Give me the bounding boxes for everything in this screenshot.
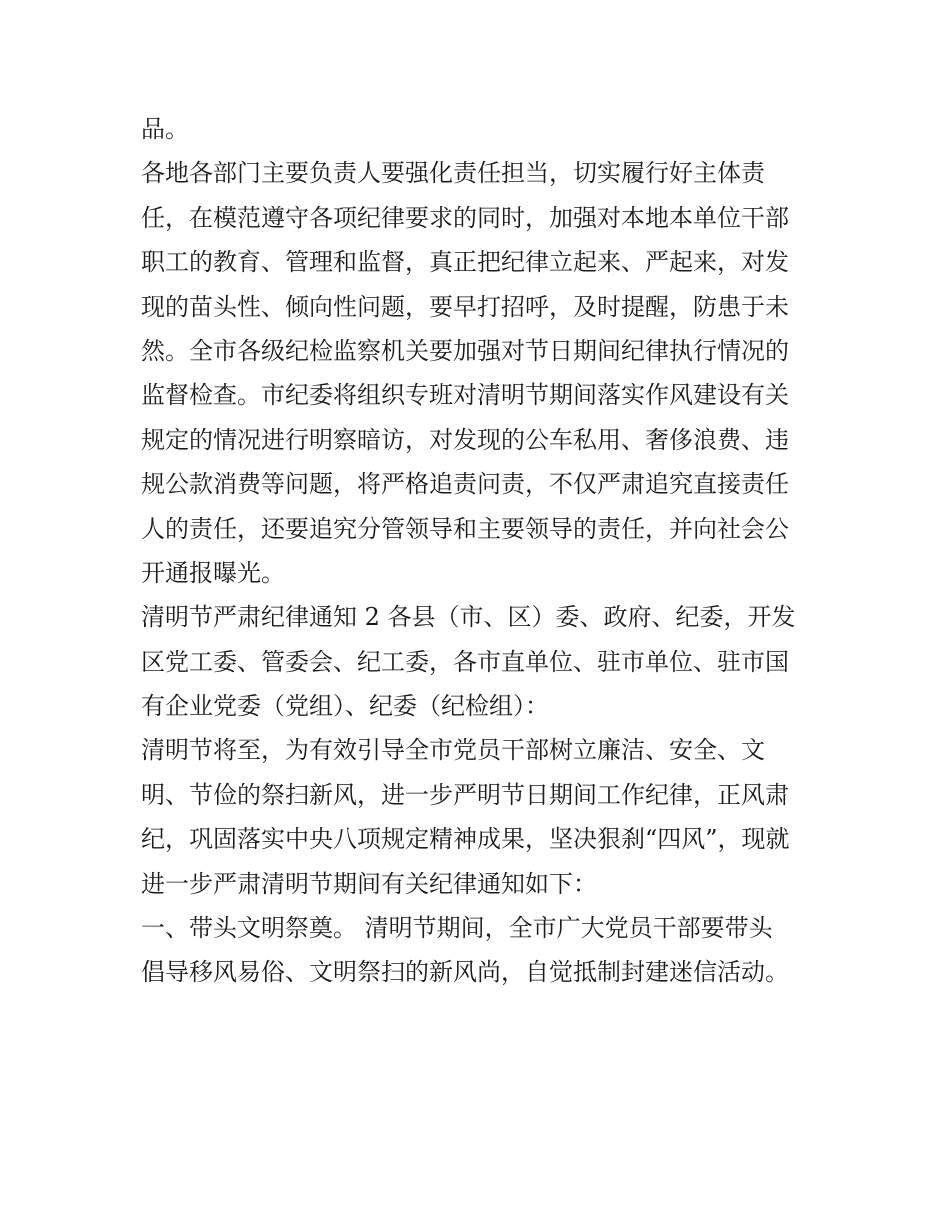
text-line: 规公款消费等问题，将严格追责问责，不仅严肃追究直接责任 <box>141 470 789 499</box>
text-line: 一、带头文明祭奠。 清明节期间，全市广大党员干部要带头 <box>141 914 773 943</box>
text-line: 倡导移风易俗、文明祭扫的新风尚，自觉抵制封建迷信活动。 <box>141 958 789 987</box>
text-line: 品。 <box>141 115 189 143</box>
text-line: 清明节严肃纪律通知 2 各县（市、区）委、政府、纪委，开发 <box>141 603 796 632</box>
text-line: 区党工委、管委会、纪工委，各市直单位、驻市单位、驻市国 <box>141 647 789 676</box>
text-line: 各地各部门主要负责人要强化责任担当，切实履行好主体责 <box>141 159 765 188</box>
text-line: 然。全市各级纪检监察机关要加强对节日期间纪律执行情况的 <box>141 336 789 365</box>
text-line: 进一步严肃清明节期间有关纪律通知如下： <box>141 869 597 898</box>
text-line: 明、节俭的祭扫新风，进一步严明节日期间工作纪律，正风肃 <box>141 780 789 809</box>
text-line: 清明节将至，为有效引导全市党员干部树立廉洁、安全、文 <box>141 736 765 765</box>
text-line: 纪，巩固落实中央八项规定精神成果，坚决狠刹“四风”，现就 <box>141 825 790 854</box>
text-line: 开通报曝光。 <box>141 558 285 587</box>
text-line: 职工的教育、管理和监督，真正把纪律立起来、严起来，对发 <box>141 248 789 277</box>
text-line: 监督检查。市纪委将组织专班对清明节期间落实作风建设有关 <box>141 381 789 410</box>
document-body <box>141 107 821 995</box>
text-line: 现的苗头性、倾向性问题，要早打招呼，及时提醒，防患于未 <box>141 292 789 321</box>
text-line: 任，在模范遵守各项纪律要求的同时，加强对本地本单位干部 <box>141 203 789 232</box>
text-line: 规定的情况进行明察暗访，对发现的公车私用、奢侈浪费、违 <box>141 425 789 454</box>
text-line: 人的责任，还要追究分管领导和主要领导的责任，并向社会公 <box>141 514 789 543</box>
text-line: 有企业党委（党组）、纪委（纪检组）： <box>141 692 549 721</box>
